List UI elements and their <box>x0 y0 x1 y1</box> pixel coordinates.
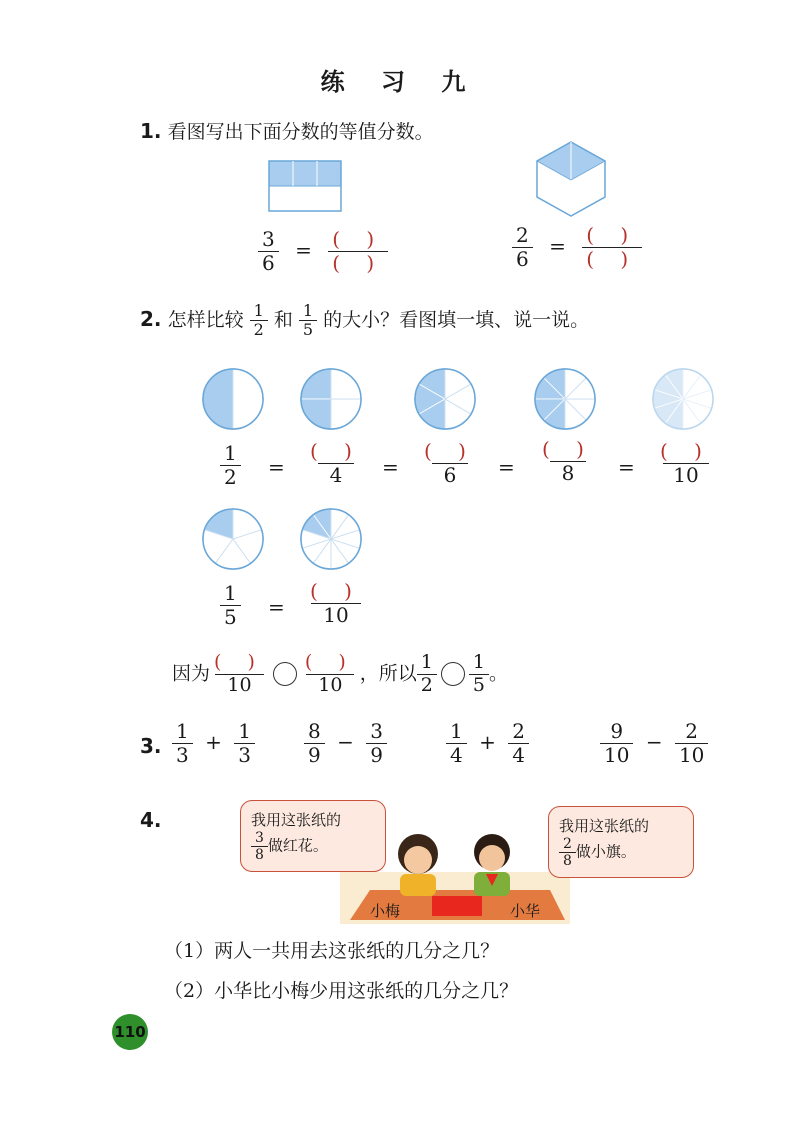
q1-text: 看图写出下面分数的等值分数。 <box>167 121 434 143</box>
q4-subquestion-2: （2）小华比小梅少用这张纸的几分之几？ <box>164 980 519 1002</box>
eq-sign: = <box>382 455 399 479</box>
eq-sign: = <box>268 455 285 479</box>
q4-subquestion-1: （1）两人一共用去这张纸的几分之几？ <box>164 940 500 962</box>
speech-bubble-left: 我用这张纸的 $\frac{3}{8}$ 做红花。 <box>240 800 386 872</box>
circle-tenths <box>650 366 716 432</box>
q1-rectangle-figure <box>268 160 342 212</box>
circle-tenths-2 <box>298 506 364 572</box>
q2-row1-answer-6[interactable]: $\frac{( )}{6}$ <box>424 439 476 487</box>
q2-row1-lead-fraction: $\frac{1}{2}$ <box>220 442 241 489</box>
circle-eighths <box>532 366 598 432</box>
compare-answer-1[interactable]: ( ) <box>214 651 265 673</box>
q3-item-1: $\frac{1}{3}$ + $\frac{1}{3}$ <box>172 720 255 767</box>
q3-item-3: $\frac{1}{4}$ + $\frac{2}{4}$ <box>446 720 529 767</box>
page-title: 练 习 九 <box>320 67 480 96</box>
q1-hexagon-figure <box>534 140 608 218</box>
q2-heading: 2. 怎样比较 $\frac{1}{2}$ 和 $\frac{1}{5}$ 的大小？看图填一填、说一说。 <box>140 301 590 340</box>
circle-sector <box>203 369 233 429</box>
q1-number: 1. <box>140 119 162 143</box>
q1-left-answer[interactable]: $\frac{( )}{( )}$ <box>328 228 388 275</box>
q3-item-2: $\frac{8}{9}$ − $\frac{3}{9}$ <box>304 720 387 767</box>
compare-circle-1[interactable] <box>273 662 297 686</box>
q2-number: 2. <box>140 306 162 331</box>
circle-sixths <box>412 366 478 432</box>
q4-number: 4. <box>140 808 162 832</box>
name-label-xiaomei: 小梅 <box>370 902 401 920</box>
q3-number: 3. <box>140 734 162 758</box>
eq-sign: = <box>268 595 285 619</box>
q2-row1-answer-10[interactable]: $\frac{( )}{10}$ <box>660 439 712 487</box>
q2-row2-answer-10[interactable]: $\frac{( )}{10}$ <box>310 579 362 627</box>
name-label-xiaohua: 小华 <box>510 902 541 920</box>
q2-row1-answer-8[interactable]: $\frac{( )}{8}$ <box>542 437 594 485</box>
circle-sector <box>233 369 263 429</box>
q2-row2-lead-fraction: $\frac{1}{5}$ <box>220 582 241 629</box>
eq-sign: = <box>618 455 635 479</box>
compare-answer-2[interactable]: ( ) <box>304 651 356 673</box>
eq-sign: = <box>498 455 515 479</box>
q2-row1-answer-4[interactable]: $\frac{( )}{4}$ <box>310 439 362 487</box>
q1-heading <box>140 117 434 144</box>
q2-conclusion: 因为 $\frac{( )}{10}$ $\frac{( )}{10}$ ，所以 $\frac{1}{2}$ $\frac{1}{5}$ 。 <box>172 651 508 696</box>
q1-right-equation: $\frac{2}{6}$ = $\frac{( )}{( )}$ <box>512 224 642 271</box>
q1-right-answer[interactable]: $\frac{( )}{( )}$ <box>582 224 642 271</box>
speech-bubble-right: 我用这张纸的 $\frac{2}{8}$ 做小旗。 <box>548 806 694 878</box>
page-number-badge: 110 <box>112 1014 148 1050</box>
circle-halves <box>200 366 266 432</box>
circle-fourths <box>298 366 364 432</box>
circle-fifths <box>200 506 266 572</box>
q1-left-equation: $\frac{3}{6}$ = $\frac{( )}{( )}$ <box>258 228 388 275</box>
q3-item-4: $\frac{9}{10}$ − $\frac{2}{10}$ <box>600 720 708 767</box>
compare-circle-2[interactable] <box>441 662 465 686</box>
